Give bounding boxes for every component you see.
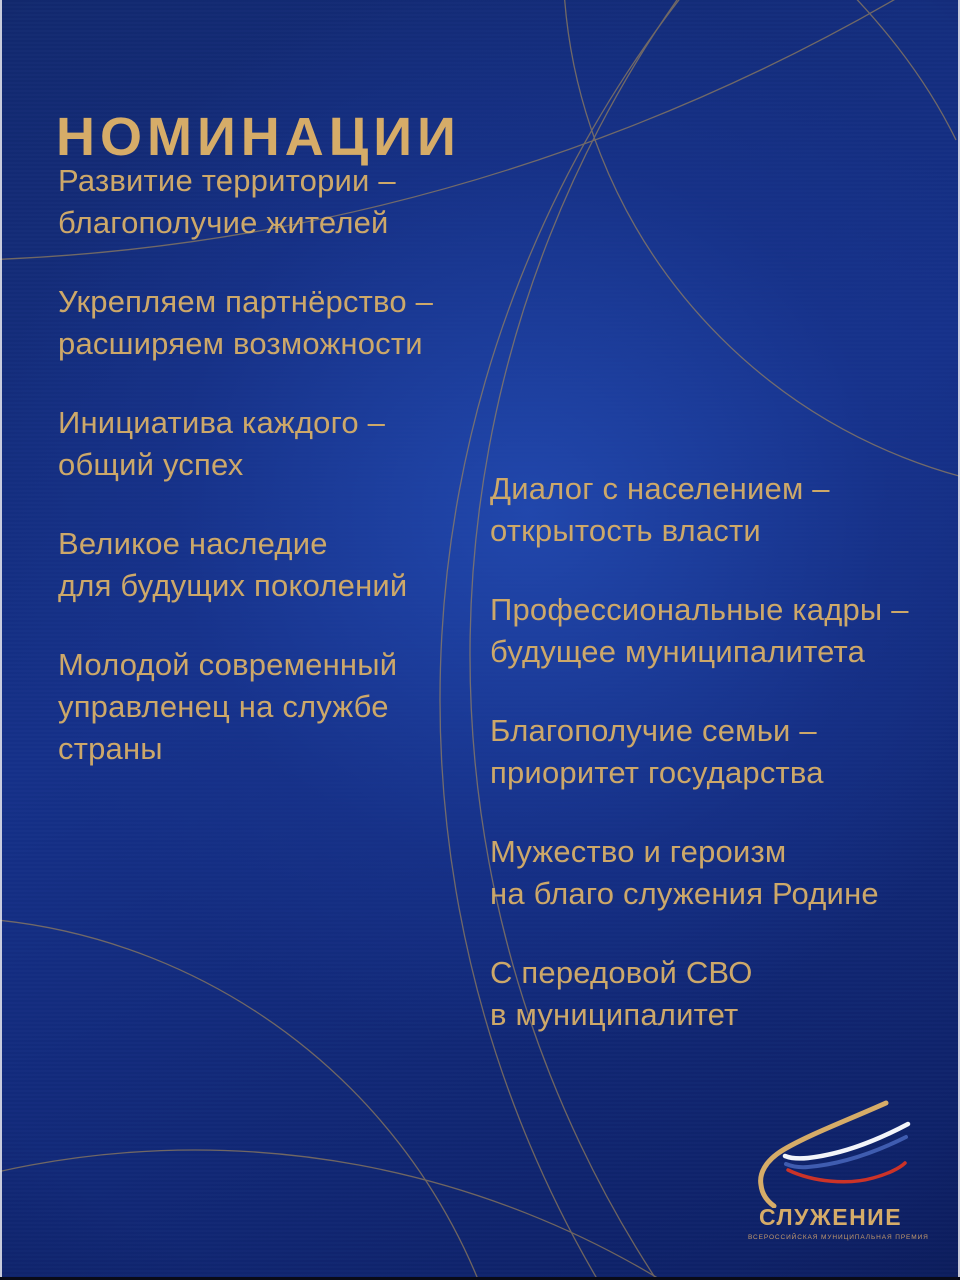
nomination-line: Благополучие семьи – (490, 713, 817, 748)
nomination-item (490, 468, 930, 552)
logo-swoosh-icon (748, 1088, 913, 1208)
nomination-item (58, 402, 498, 486)
nomination-item (490, 710, 930, 794)
nomination-line: благополучие жителей (58, 205, 389, 240)
page-title: НОМИНАЦИИ (56, 107, 461, 168)
nomination-item (58, 160, 498, 244)
nomination-item (58, 523, 498, 607)
logo-name: СЛУЖЕНИЕ (758, 1204, 903, 1230)
nomination-line: страны (58, 731, 163, 766)
nomination-line: общий успех (58, 447, 244, 482)
nomination-item (58, 644, 498, 770)
nomination-line: будущее муниципалитета (490, 634, 866, 669)
nomination-line: С передовой СВО (490, 955, 753, 990)
nomination-line: Профессиональные кадры – (490, 592, 909, 627)
nomination-line: Великое наследие (58, 526, 328, 561)
left-edge-line (0, 0, 2, 1280)
nomination-item (58, 281, 498, 365)
nomination-item (490, 831, 930, 915)
nomination-line: на благо служения Родине (490, 876, 879, 911)
nomination-line: Диалог с населением – (490, 471, 830, 506)
nomination-line: приоритет государства (490, 755, 824, 790)
nomination-line: Мужество и героизм (490, 834, 787, 869)
nomination-line: открытость власти (490, 513, 761, 548)
nominations-right-column (490, 468, 930, 1073)
decorative-arc (563, 0, 960, 495)
nomination-line: для будущих поколений (58, 568, 408, 603)
nomination-line: в муниципалитет (490, 997, 739, 1032)
logo (748, 1088, 929, 1241)
nomination-item (490, 589, 930, 673)
nomination-line: Молодой современный (58, 647, 398, 682)
nominations-left-column (58, 160, 498, 807)
logo-subtitle: ВСЕРОССИЙСКАЯ МУНИЦИПАЛЬНАЯ ПРЕМИЯ (748, 1234, 929, 1241)
nomination-line: управленец на службе (58, 689, 389, 724)
nomination-line: Инициатива каждого – (58, 405, 386, 440)
decorative-arc (0, 917, 522, 1280)
decorative-arc (846, 0, 956, 140)
nomination-line: Развитие территории – (58, 163, 396, 198)
nomination-line: расширяем возможности (58, 326, 423, 361)
nomination-line: Укрепляем партнёрство – (58, 284, 434, 319)
nomination-item (490, 952, 930, 1036)
